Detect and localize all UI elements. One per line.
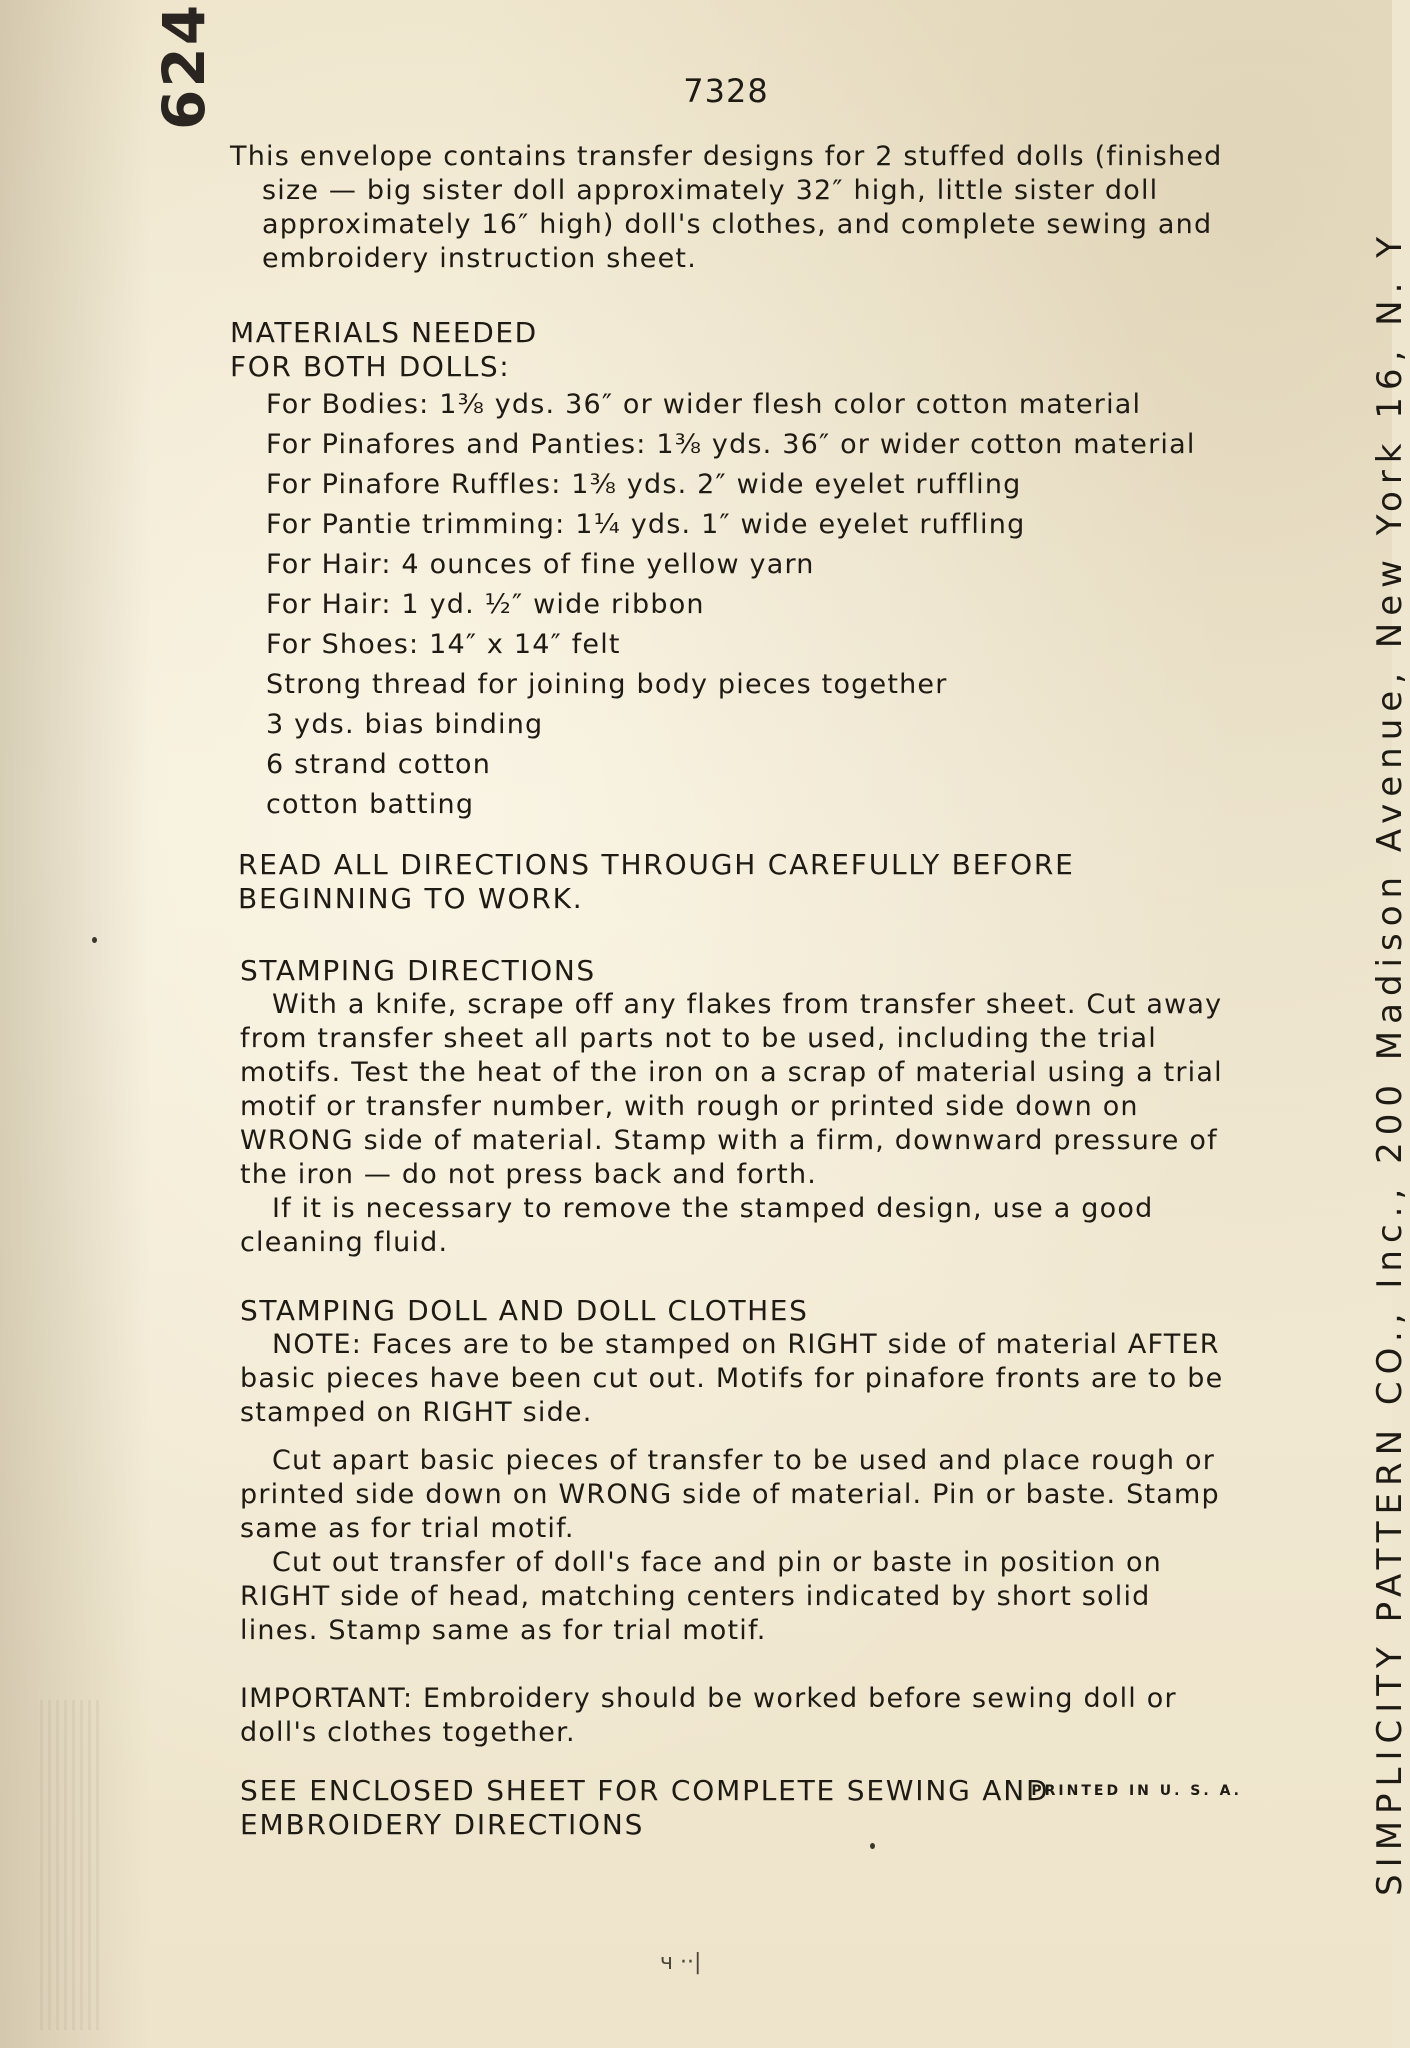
materials-item: 3 yds. bias binding bbox=[266, 709, 544, 740]
materials-item: For Hair: 4 ounces of fine yellow yarn bbox=[266, 549, 815, 580]
stamping-directions-heading: STAMPING DIRECTIONS bbox=[240, 954, 596, 987]
stamping-directions-section bbox=[240, 954, 1230, 1260]
intro-paragraph: This envelope contains transfer designs for 2 stuffed dolls (finished size — big sister doll approximately 32″ high, little sister doll approximately 16″ high) doll's clothes, and complete sewing and embroidery instruction sheet. bbox=[230, 141, 1223, 274]
materials-item: For Pantie trimming: 1¼ yds. 1″ wide eyelet ruffling bbox=[266, 509, 1026, 540]
pattern-number: 7328 bbox=[683, 72, 769, 110]
stamping-doll-paragraph: Cut apart basic pieces of transfer to be used and place rough or printed side down on WRONG side of material. Pin or baste. Stamp same as for trial motif. bbox=[240, 1445, 1220, 1544]
stamping-directions-paragraph: If it is necessary to remove the stamped design, use a good cleaning fluid. bbox=[240, 1193, 1154, 1258]
materials-item: cotton batting bbox=[266, 789, 475, 820]
paper-speck bbox=[92, 937, 97, 943]
materials-item: For Hair: 1 yd. ½″ wide ribbon bbox=[266, 589, 705, 620]
materials-item: Strong thread for joining body pieces together bbox=[266, 669, 948, 700]
important-note: IMPORTANT: Embroidery should be worked before sewing doll or doll's clothes together. bbox=[240, 1683, 1177, 1748]
stamping-doll-section bbox=[240, 1294, 1230, 1648]
see-enclosed-notice: SEE ENCLOSED SHEET FOR COMPLETE SEWING AND EMBROIDERY DIRECTIONS bbox=[240, 1774, 1050, 1841]
instructions-body bbox=[230, 140, 1230, 1842]
materials-item: 6 strand cotton bbox=[266, 749, 492, 780]
materials-list bbox=[266, 388, 1230, 822]
stamping-doll-heading: STAMPING DOLL AND DOLL CLOTHES bbox=[240, 1294, 809, 1327]
stamping-directions-paragraph: With a knife, scrape off any flakes from transfer sheet. Cut away from transfer sheet all parts not to be used, including the trial motifs. Test the heat of the iron on a scrap of material using a trial motif or transfer number, with rough or printed side down on WRONG side of material. Stamp with a firm, downward pressure of the iron — do not press back and forth. bbox=[240, 989, 1223, 1190]
materials-item: For Pinafores and Panties: 1⅜ yds. 36″ or wider cotton material bbox=[266, 429, 1196, 460]
materials-item: For Shoes: 14″ x 14″ felt bbox=[266, 629, 621, 660]
paper-speck bbox=[870, 1843, 875, 1849]
materials-item: For Bodies: 1⅜ yds. 36″ or wider flesh color cotton material bbox=[266, 389, 1142, 420]
tape-residue bbox=[40, 1700, 100, 2030]
materials-heading-line2: FOR BOTH DOLLS: bbox=[230, 350, 511, 383]
stamping-doll-paragraph: NOTE: Faces are to be stamped on RIGHT side of material AFTER basic pieces have been cut out. Motifs for pinafore fronts are to be stamped on RIGHT side. bbox=[240, 1329, 1224, 1428]
printed-in-usa: PRINTED IN U. S. A. bbox=[1031, 1783, 1242, 1799]
materials-heading-line1: MATERIALS NEEDED bbox=[230, 316, 538, 349]
materials-item: For Pinafore Ruffles: 1⅜ yds. 2″ wide eyelet ruffling bbox=[266, 469, 1022, 500]
bleed-through-marks: ч ··| bbox=[660, 1950, 702, 1975]
publisher-address-text: SIMPLICITY PATTERN CO., Inc., 200 Madison Avenue, New York 16, N. Y bbox=[1370, 230, 1410, 1896]
stamping-doll-paragraph: Cut out transfer of doll's face and pin or baste in position on RIGHT side of head, matching centers indicated by short solid lines. Stamp same as for trial motif. bbox=[240, 1547, 1162, 1646]
read-all-notice: READ ALL DIRECTIONS THROUGH CAREFULLY BEFORE BEGINNING TO WORK. bbox=[238, 848, 1075, 915]
stamped-number: 624 bbox=[150, 2, 218, 130]
